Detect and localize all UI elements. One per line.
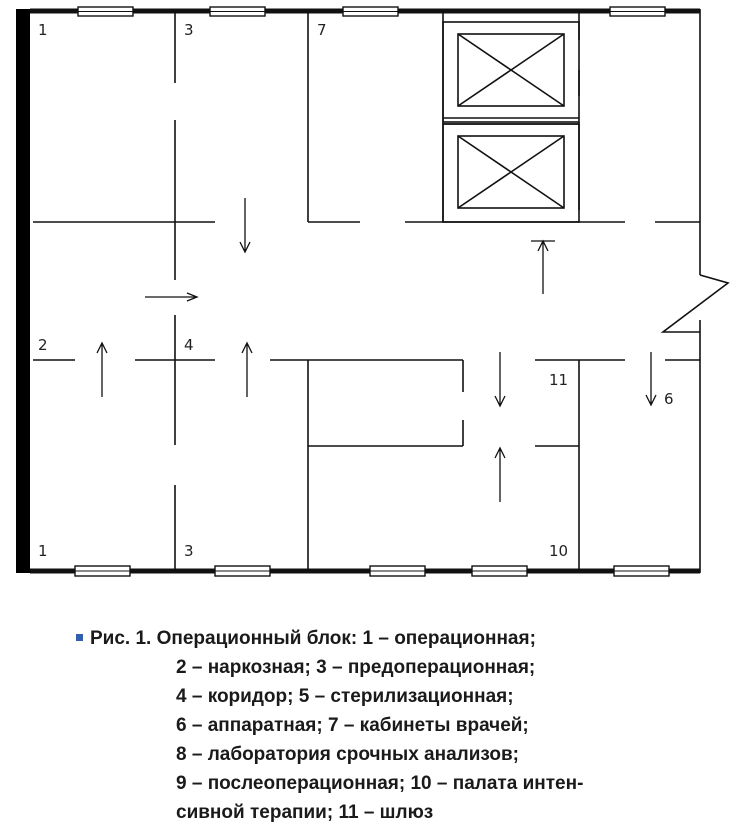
bullet-icon: [76, 634, 83, 641]
room-label-3-bottom: 3: [184, 542, 194, 560]
room-label-7: 7: [317, 21, 327, 39]
arrow-up-room-10: [495, 448, 505, 502]
arrow-right-corridor: [145, 293, 197, 301]
arrow-down-corridor-top: [240, 198, 250, 252]
caption-line-3: 4 – коридор; 5 – стерилизационная;: [176, 686, 514, 707]
room-label-6: 6: [664, 390, 674, 408]
caption-line-5: 8 – лаборатория срочных анализов;: [176, 744, 519, 765]
caption-line-7: сивной терапии; 11 – шлюз: [176, 802, 434, 823]
room-label-2: 2: [38, 336, 48, 354]
room-label-11: 11: [549, 371, 569, 389]
arrow-up-room-2: [97, 343, 107, 397]
caption-text-1: Рис. 1. Операционный блок: 1 – операционная;: [90, 628, 536, 649]
caption-line-6: 9 – послеоперационная; 10 – палата интен-: [176, 773, 584, 794]
left-wall: [16, 9, 30, 573]
caption-line-1: [76, 624, 716, 653]
room-label-10: 10: [549, 542, 569, 560]
arrow-up-entrance: [531, 241, 555, 294]
room-label-3-top: 3: [184, 21, 194, 39]
arrow-up-corridor: [242, 343, 252, 397]
arrow-down-room-6: [646, 352, 656, 405]
figure-caption: [76, 624, 716, 827]
caption-line-2: 2 – наркозная; 3 – предоперационная;: [176, 657, 536, 678]
entrance-door: [663, 275, 728, 332]
room-label-1-bottom: 1: [38, 542, 48, 560]
room-label-1-top: 1: [38, 21, 48, 39]
arrow-down-room-11: [495, 352, 505, 406]
room-label-4: 4: [184, 336, 194, 354]
caption-line-4: 6 – аппаратная; 7 – кабинеты врачей;: [176, 715, 529, 736]
